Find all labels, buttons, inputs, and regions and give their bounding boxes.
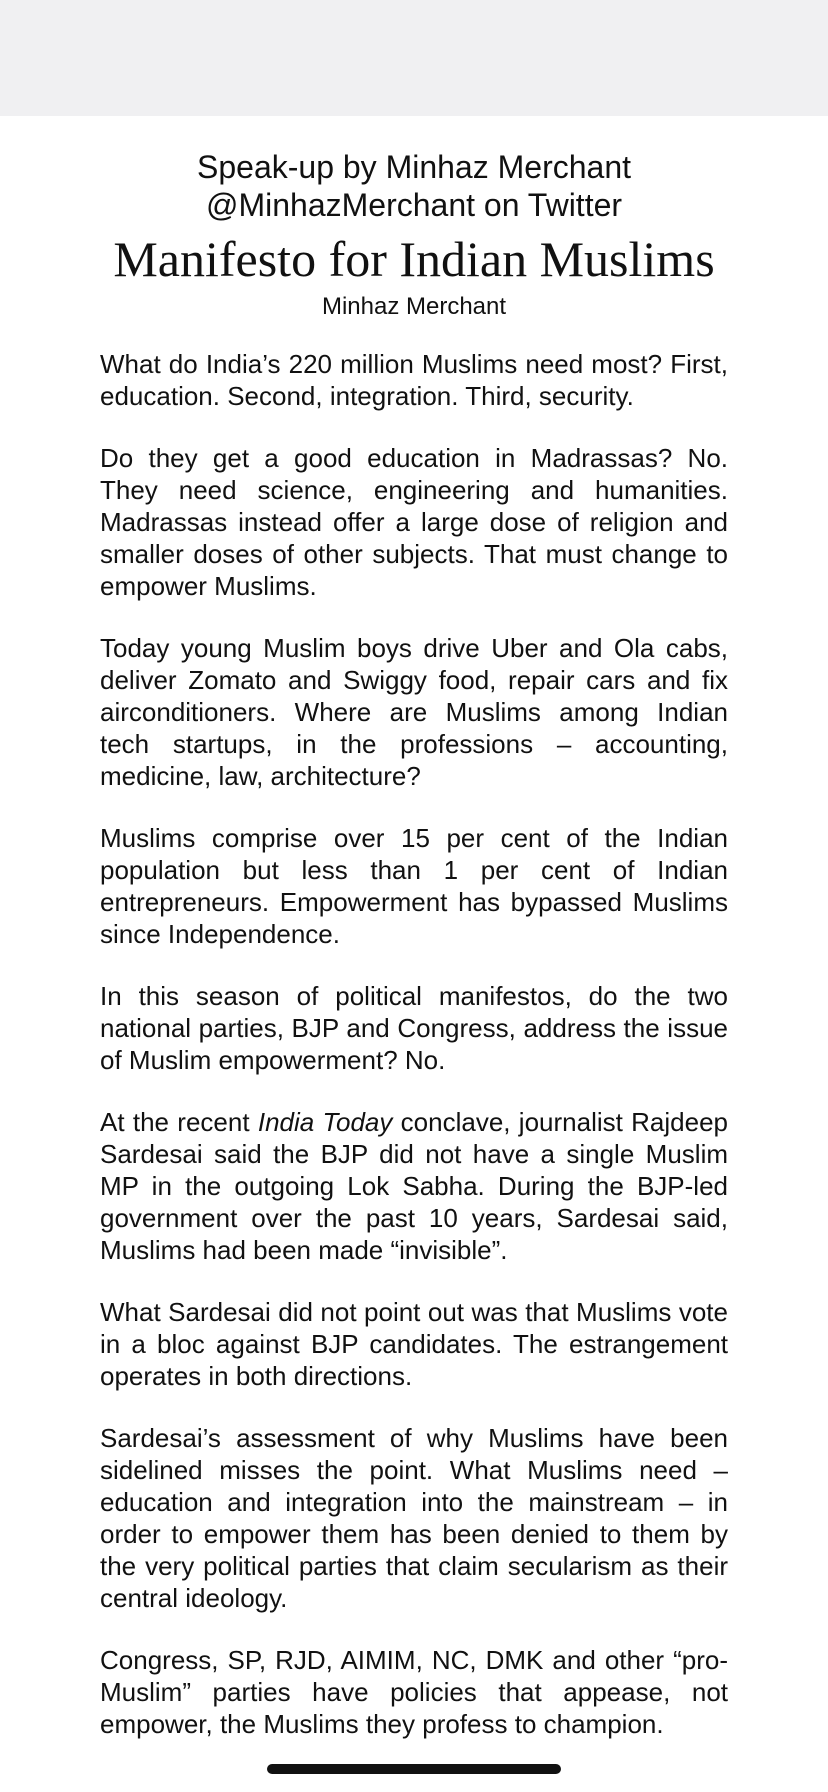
paragraph-8: Sardesai’s assessment of why Muslims have been sidelined misses the point. What Muslims need – education and integration into the mainstream – in order to empower them has been denied to them by the very political parties that claim secularism as their central ideology.	[100, 1423, 728, 1613]
column-name: Speak-up by Minhaz Merchant	[197, 149, 631, 185]
paragraph-6-start: At the recent	[100, 1107, 258, 1137]
paragraph-9: Congress, SP, RJD, AIMIM, NC, DMK and other “pro-Muslim” parties have policies that appease, not empower, the Muslims they profess to champion.	[100, 1645, 728, 1739]
paragraph-4: Muslims comprise over 15 per cent of the Indian population but less than 1 per cent of Indian entrepreneurs. Empowerment has bypassed Muslims since Independence.	[100, 823, 728, 949]
publication-name: India Today	[257, 1107, 393, 1137]
paragraph-2: Do they get a good education in Madrassas? No. They need science, engineering and humanities. Madrassas instead offer a large dose of religion and smaller doses of other subjects. That must change to empower Muslims.	[100, 443, 728, 601]
paragraph-3: Today young Muslim boys drive Uber and Ola cabs, deliver Zomato and Swiggy food, repair cars and fix airconditioners. Where are Muslims among Indian tech startups, in the professions – accounting, medicine, law, architecture?	[100, 633, 728, 791]
paragraph-6	[100, 1106, 728, 1266]
paragraph-6-end: conclave, journalist Rajdeep Sardesai said the BJP did not have a single Muslim MP in the outgoing Lok Sabha. During the BJP-led government over the past 10 years, Sardesai said, Muslims had been made “invisible”.	[100, 1107, 728, 1265]
home-indicator[interactable]	[267, 1764, 561, 1774]
paragraph-7: What Sardesai did not point out was that Muslims vote in a bloc against BJP candidates. The estrangement operates in both directions.	[100, 1297, 728, 1391]
document-page	[100, 116, 728, 1770]
top-bar	[0, 0, 828, 116]
article-title: Manifesto for Indian Muslims	[113, 231, 715, 287]
paragraph-1: What do India’s 220 million Muslims need most? First, education. Second, integration. Third, security.	[100, 349, 728, 411]
paragraph-5: In this season of political manifestos, do the two national parties, BJP and Congress, address the issue of Muslim empowerment? No.	[100, 981, 728, 1075]
twitter-handle: @MinhazMerchant on Twitter	[205, 187, 623, 223]
column-header	[100, 116, 728, 322]
article-author: Minhaz Merchant	[321, 293, 507, 320]
article-body	[100, 348, 728, 1740]
